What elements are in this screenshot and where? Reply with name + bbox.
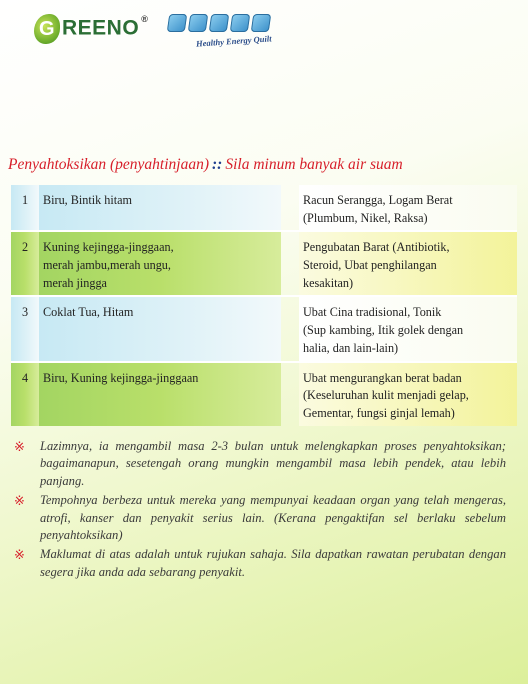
brand-tagline: Healthy Energy Quilt	[196, 33, 273, 49]
toxin-source-line: (Plumbum, Nikel, Raksa)	[303, 210, 428, 225]
toxin-source-cell	[299, 363, 517, 426]
green-leaf-logo-icon: G	[34, 14, 60, 44]
table-row	[11, 297, 517, 360]
toxin-source-cell	[299, 232, 517, 295]
section-title	[8, 156, 403, 174]
stain-color-line: Kuning kejingga-jinggaan,	[43, 240, 174, 255]
stain-color-line: merah jingga	[43, 275, 107, 290]
greeno-logo	[34, 14, 148, 44]
table-row	[11, 363, 517, 426]
reference-mark-icon: ※	[14, 547, 25, 563]
row-number: 3	[11, 297, 39, 360]
brand-name: REENO	[62, 16, 140, 40]
toxin-source-line: (Keseluruhan kulit menjadi gelap,	[303, 388, 469, 403]
title-part-2: Sila minum banyak air suam	[225, 156, 403, 173]
header-logos	[34, 14, 298, 58]
stain-color-cell	[39, 363, 281, 426]
toxin-source-line: kesakitan)	[303, 275, 354, 290]
toxin-source-line: Gementar, fungsi ginjal lemah)	[303, 405, 455, 420]
row-number: 4	[11, 363, 39, 426]
quilt-blocks-logo-icon	[168, 14, 298, 32]
toxin-source-line: halia, dan lain-lain)	[303, 340, 399, 355]
stain-color-line: merah jambu,merah ungu,	[43, 258, 171, 273]
title-part-1: Penyahtoksikan (penyahtinjaan)	[8, 156, 210, 173]
toxin-source-line: Ubat mengurangkan berat badan	[303, 370, 462, 385]
detox-table	[11, 185, 517, 426]
table-row	[11, 185, 517, 230]
row-number: 1	[11, 185, 39, 230]
note-text: Lazimnya, ia mengambil masa 2-3 bulan untuk melengkapkan proses penyahtoksikan; bagaimanapun, sesetengah orang mungkin mengambil masa lebih pendek, atau lebih panjang.	[40, 439, 506, 488]
stain-color-line: Biru, Bintik hitam	[43, 193, 133, 207]
note-text: Tempohnya berbeza untuk mereka yang mempunyai keadaan organ yang telah mengeras, atrofi, kanser dan penyakit serius lain. (Kerana pengaktifan sel berlaku sebelum penyahtoksikan)	[40, 493, 506, 542]
note-item	[14, 492, 506, 544]
toxin-source-cell	[299, 185, 517, 230]
toxin-source-line: Pengubatan Barat (Antibiotik,	[303, 240, 450, 255]
quilt-logo	[168, 14, 298, 56]
toxin-source-line: Ubat Cina tradisional, Tonik	[303, 305, 442, 320]
toxin-source-line: (Sup kambing, Itik golek dengan	[303, 323, 464, 338]
note-item	[14, 546, 506, 581]
reference-mark-icon: ※	[14, 493, 25, 509]
notes-list	[14, 438, 506, 583]
stain-color-cell	[39, 232, 281, 295]
reference-mark-icon: ※	[14, 439, 25, 454]
table-row	[11, 232, 517, 295]
stain-color-cell	[39, 185, 281, 230]
row-number: 2	[11, 232, 39, 295]
stain-color-line: Coklat Tua, Hitam	[43, 305, 134, 320]
toxin-source-line: Racun Serangga, Logam Berat	[303, 193, 453, 207]
registered-mark: ®	[141, 14, 149, 24]
toxin-source-line: Steroid, Ubat penghilangan	[303, 258, 437, 273]
title-separator: ::	[212, 156, 223, 173]
stain-color-cell	[39, 297, 281, 360]
note-item	[14, 438, 506, 490]
toxin-source-cell	[299, 297, 517, 360]
stain-color-line: Biru, Kuning kejingga-jinggaan	[43, 370, 199, 385]
note-text: Maklumat di atas adalah untuk rujukan sahaja. Sila dapatkan rawatan perubatan dengan segera jika anda ada sebarang penyakit.	[40, 547, 506, 579]
